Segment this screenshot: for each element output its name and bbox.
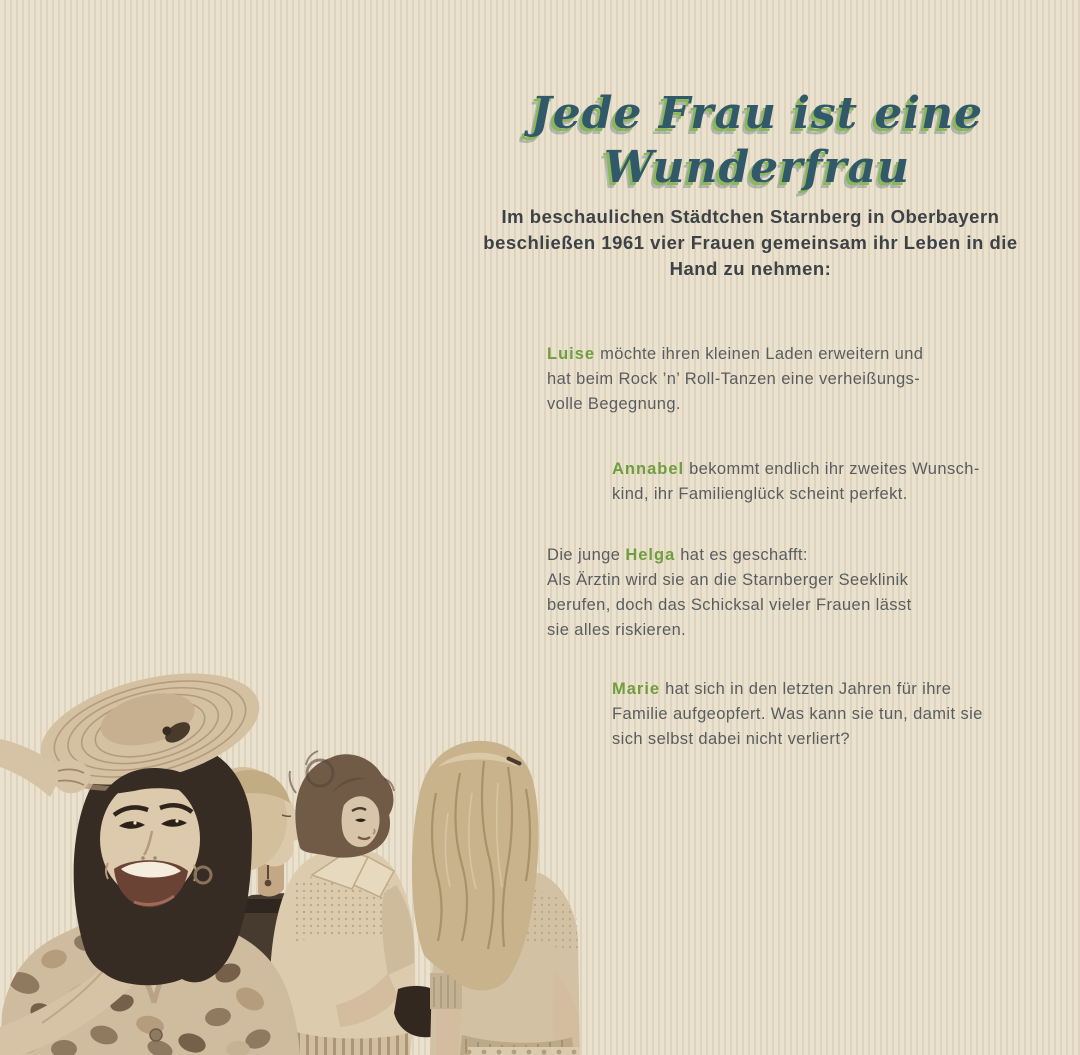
line-rest: hat es geschafft: (675, 546, 808, 564)
character-paragraph-luise (547, 342, 923, 417)
character-name: Helga (625, 546, 676, 564)
intro-line: Im beschaulichen Städtchen Starnberg in Oberbayern (501, 206, 1000, 227)
intro-line: Hand zu nehmen: (669, 258, 832, 279)
line-rest: bekommt endlich ihr zweites Wunsch- (684, 460, 980, 478)
text-line: Als Ärztin wird sie an die Starnberger Seeklinik (547, 571, 909, 589)
line-prefix: Die junge (547, 546, 626, 564)
title-line-1: Jede Frau ist eine (530, 88, 984, 140)
text-line: hat beim Rock ’n’ Roll-Tanzen eine verheißungs- (547, 370, 921, 388)
woman-wavy-blonde-back (412, 741, 580, 1055)
character-paragraph-helga (547, 543, 912, 643)
four-women-sepia-photo (0, 643, 580, 1055)
text-line: Familie aufgeopfert. Was kann sie tun, damit sie (612, 705, 983, 723)
text-line: sie alles riskieren. (547, 621, 687, 639)
title-line-2: Wunderfrau (603, 142, 911, 194)
text-line (547, 543, 912, 568)
line-rest: hat sich in den letzten Jahren für ihre (660, 680, 952, 698)
character-paragraph-annabel (612, 457, 980, 507)
text-line: sich selbst dabei nicht verliert? (612, 730, 850, 748)
text-line: berufen, doch das Schicksal vieler Frauen lässt (547, 596, 912, 614)
text-line (612, 677, 983, 702)
character-name: Luise (547, 345, 596, 363)
character-name: Marie (612, 680, 661, 698)
character-name: Annabel (612, 460, 685, 478)
line-rest: möchte ihren kleinen Laden erweitern und (595, 345, 924, 363)
intro-text (468, 204, 1033, 282)
text-line: volle Begegnung. (547, 395, 681, 413)
text-line (547, 342, 923, 367)
intro-line: beschließen 1961 vier Frauen gemeinsam ihr Leben in die (483, 232, 1018, 253)
character-paragraph-marie (612, 677, 983, 752)
page-title (497, 87, 1017, 195)
text-line (612, 457, 980, 482)
text-line: kind, ihr Familienglück scheint perfekt. (612, 485, 908, 503)
